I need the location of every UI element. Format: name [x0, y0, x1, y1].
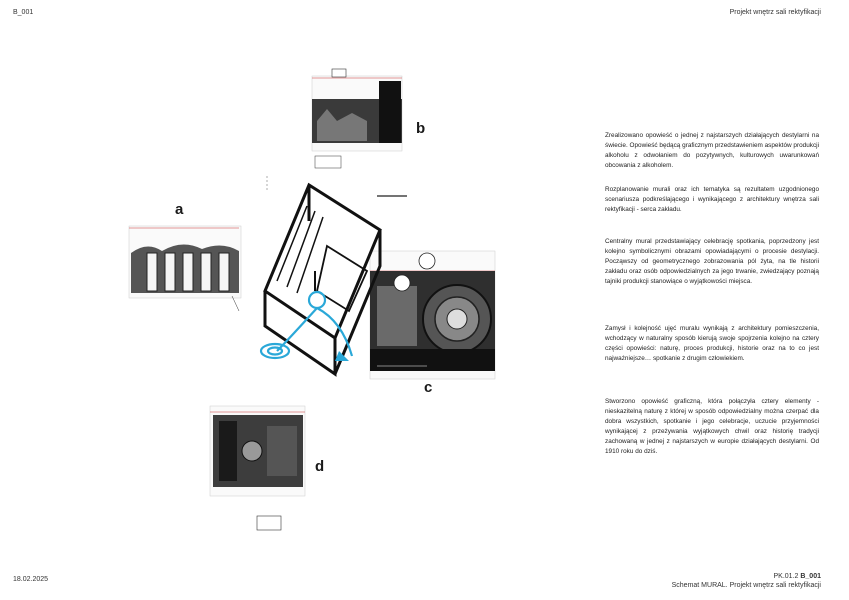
- panel-label-d: d: [315, 458, 325, 475]
- sheet-caption: Schemat MURAL. Projekt wnętrz sali rektyfikacji: [671, 582, 821, 589]
- description-paragraph: Centralny mural przedstawiający celebrację spotkania, poprzedzony jest kolejno symbolicznymi obrazami opowiadającymi o procesie destylacji. Począwszy od geometrycznego zobrazowania pól żyta, na tle historii zakładu oraz osób odpowiedzialnych za jego trwanie, zwiedzający poznają tajniki produkcji stanowiące o wyjątkowości miejsca.: [605, 238, 819, 285]
- mural-scheme-figure: [127, 21, 496, 556]
- description-paragraph: Rozplanowanie murali oraz ich tematyka są rezultatem uzgodnionego scenariusza podkreślającego i wynikającego z architektury wnętrza sali rektyfikacji - serca zakładu.: [605, 186, 819, 213]
- panel-d-sketch: [210, 406, 305, 530]
- project-title: Projekt wnętrz sali rektyfikacji: [729, 9, 821, 16]
- issue-date: 18.02.2025: [13, 576, 49, 583]
- panel-label-a: a: [175, 201, 184, 218]
- panel-label-b: b: [416, 120, 426, 137]
- visitor-path: [261, 271, 352, 358]
- panel-label-c: c: [424, 379, 433, 396]
- panel-c-sketch: [370, 251, 495, 379]
- sheet-code-footer: B_001: [800, 573, 821, 580]
- panel-a-sketch: [129, 226, 241, 311]
- title-block: [672, 572, 821, 590]
- description-paragraph: Zrealizowano opowieść o jednej z najstarszych działających destylarni na świecie. Opowieść będącą graficznym przedstawieniem aspektów produkcji alkoholu z odwołaniem do pozytywnych, kulturowych uwarunkowań obcowania z alkoholem.: [605, 132, 819, 169]
- sheet-code: B_001: [13, 9, 34, 16]
- mural-collage: [127, 21, 496, 556]
- description-paragraph: Zamysł i kolejność ujęć muralu wynikają z architektury pomieszczenia, wchodzący w naturalny sposób kierują swoje spojrzenia kolejno na cztery części opowieści: naturę, proces produkcji, historie oraz na to co jest najważniejsze… spotkanie z drugim człowiekiem.: [605, 325, 819, 362]
- panel-b-sketch: [312, 69, 407, 196]
- description-paragraph: Stworzono opowieść graficzną, która połączyła cztery elementy - nieskazitelną naturę z której w sposób odpowiedzialny można czerpać dla dobra wszystkich, spotkanie i jego celebracje, uczucie przyjemności wynikającej z przeżywania wyjątkowych chwil oraz historię tradycji zachowaną w jednej z najstarszych w europie działających destylarni. Od 1910 roku do dziś.: [605, 398, 819, 455]
- sheet-prefix: PK.01.2: [773, 573, 799, 580]
- arrow-icon: [335, 351, 349, 361]
